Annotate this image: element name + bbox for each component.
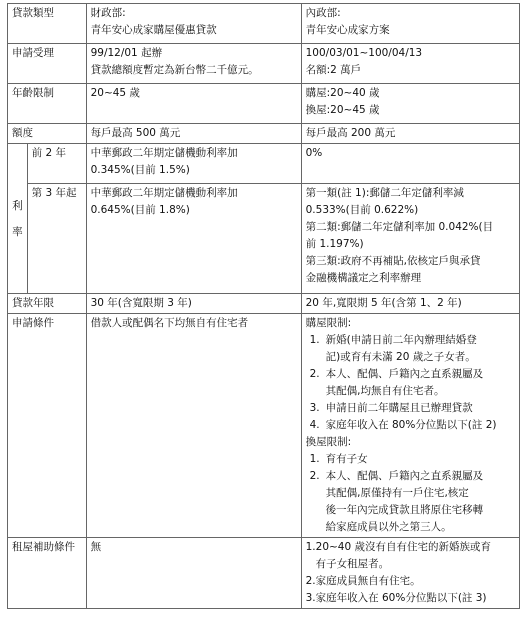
moi-rate-from3-cell [301, 184, 519, 294]
moi-rate-first2-cell [301, 144, 519, 184]
label-text: 年齡限制 [12, 87, 54, 99]
label-conditions [8, 314, 87, 538]
list-item [306, 417, 515, 434]
mof-conditions-value: 借款人或配偶名下均無自有住宅者 [90, 317, 249, 329]
list-item-line: 新婚(申請日前二年內辦理結婚登 [325, 334, 477, 346]
moi-rate-first2-value: 0% [305, 147, 323, 159]
moi-rate-from3-line: 第一類(註 1):郵儲二年定儲利率減 [305, 187, 464, 199]
swap-limit-header: 換屋限制: [305, 436, 352, 448]
mof-term-value: 30 年(含寬限期 3 年) [90, 297, 192, 309]
list-item-number: 2. [309, 470, 320, 482]
mof-quota-value: 每戶最高 500 萬元 [90, 127, 181, 139]
row-loan-term [8, 294, 520, 314]
row-quota [8, 124, 520, 144]
mof-header-line1: 財政部: [90, 7, 126, 19]
list-item-line: 給家庭成員以外之第三人。 [325, 521, 452, 533]
label-text: 貸款年限 [12, 297, 54, 309]
comparison-table-wrapper [7, 3, 520, 609]
mof-term-cell [86, 294, 301, 314]
moi-header-cell [301, 4, 519, 44]
moi-rate-from3-line: 第二類:郵儲二年定儲利率加 0.042%(目 [305, 221, 494, 233]
label-text: 申請受理 [12, 47, 54, 59]
list-item [306, 468, 515, 536]
list-item-line: 本人、配偶、戶籍內之直系親屬及 [325, 470, 484, 482]
row-application [8, 44, 520, 84]
list-item-line: 本人、配偶、戶籍內之直系親屬及 [325, 368, 484, 380]
label-rate-from3 [27, 184, 86, 294]
label-rent-subsidy [8, 538, 87, 609]
mof-header-cell [86, 4, 301, 44]
mof-rate-first2-cell [86, 144, 301, 184]
label-text: 前 2 年 [31, 147, 66, 159]
row-conditions [8, 314, 520, 538]
mof-application-line2: 貸款總額度暫定為新台幣二千億元。 [90, 64, 259, 76]
mof-age-value: 20~45 歲 [90, 87, 140, 99]
label-loan-type [8, 4, 87, 44]
row-age-limit [8, 84, 520, 124]
moi-quota-cell [301, 124, 519, 144]
rent-item-line: 有子女租屋者。 [315, 558, 390, 570]
rent-item-line: 1.20~40 歲沒有自有住宅的新婚族或育 [305, 541, 491, 553]
label-text: 第 3 年起 [31, 187, 77, 199]
row-rate-first2 [8, 144, 520, 184]
list-item [306, 400, 515, 417]
list-item-line: 申請日前二年購屋且已辦理貸款 [325, 402, 473, 414]
label-loan-term [8, 294, 87, 314]
mof-rate-from3-line1: 中華郵政二年期定儲機動利率加 [90, 187, 238, 199]
list-item-line: 家庭年收入在 80%分位點以下(註 2) [325, 419, 497, 431]
mof-header-line2: 青年安心成家購屋優惠貸款 [90, 24, 217, 36]
list-item [306, 366, 515, 400]
row-rate-from3 [8, 184, 520, 294]
list-item-line: 後一年內完成貸款且將原住宅移轉 [325, 504, 484, 516]
moi-header-line1: 內政部: [305, 7, 341, 19]
mof-rent-value: 無 [90, 541, 102, 553]
label-quota [8, 124, 87, 144]
moi-rate-from3-line: 前 1.197%) [305, 238, 364, 250]
moi-rate-from3-line: 第三類:政府不再補貼,依核定戶與承貸 [305, 255, 481, 267]
mof-age-cell [86, 84, 301, 124]
row-loan-type [8, 4, 520, 44]
mof-quota-cell [86, 124, 301, 144]
rent-item-line: 3.家庭年收入在 60%分位點以下(註 3) [305, 592, 487, 604]
moi-age-line2: 換屋:20~45 歲 [305, 104, 380, 116]
purchase-limit-header: 購屋限制: [305, 317, 352, 329]
moi-rate-from3-line: 0.533%(目前 0.622%) [305, 204, 419, 216]
moi-application-line1: 100/03/01~100/04/13 [305, 47, 423, 59]
moi-term-cell [301, 294, 519, 314]
moi-conditions-cell [301, 314, 519, 538]
row-rent-subsidy [8, 538, 520, 609]
list-item-line: 記)或育有未滿 20 歲之子女者。 [325, 351, 476, 363]
list-item-number: 3. [309, 402, 320, 414]
purchase-limit-list [306, 332, 515, 434]
mof-rent-cell [86, 538, 301, 609]
swap-limit-list [306, 451, 515, 536]
list-item-line: 育有子女 [325, 453, 368, 465]
loan-comparison-table [7, 3, 520, 609]
list-item-number: 1. [309, 453, 320, 465]
moi-age-line1: 購屋:20~40 歲 [305, 87, 380, 99]
moi-age-cell [301, 84, 519, 124]
moi-term-value: 20 年,寬限期 5 年(含第 1、2 年) [305, 297, 462, 309]
mof-rate-first2-line2: 0.345%(目前 1.5%) [90, 164, 190, 176]
list-item-line: 其配偶,均無自有住宅者。 [325, 385, 445, 397]
label-text: 申請條件 [12, 317, 54, 329]
moi-rent-cell [301, 538, 519, 609]
label-text: 額度 [12, 127, 33, 139]
moi-rate-from3-line: 金融機構議定之利率辦理 [305, 272, 422, 284]
label-application [8, 44, 87, 84]
mof-conditions-cell [86, 314, 301, 538]
moi-quota-value: 每戶最高 200 萬元 [305, 127, 396, 139]
moi-application-cell [301, 44, 519, 84]
rate-label-char1: 利 [12, 199, 23, 212]
moi-application-line2: 名額:2 萬戶 [305, 64, 362, 76]
mof-application-cell [86, 44, 301, 84]
mof-rate-first2-line1: 中華郵政二年期定儲機動利率加 [90, 147, 238, 159]
list-item-line: 其配偶,原僅持有一戶住宅,核定 [325, 487, 469, 499]
list-item-number: 4. [309, 419, 320, 431]
label-rate [8, 144, 28, 294]
mof-rate-from3-cell [86, 184, 301, 294]
label-text: 貸款類型 [12, 7, 54, 19]
rate-label-char2: 率 [12, 225, 23, 238]
mof-application-line1: 99/12/01 起辦 [90, 47, 163, 59]
list-item-number: 2. [309, 368, 320, 380]
list-item [306, 451, 515, 468]
label-age-limit [8, 84, 87, 124]
moi-header-line2: 青年安心成家方案 [305, 24, 390, 36]
rent-item-line: 2.家庭成員無自有住宅。 [305, 575, 421, 587]
label-rate-first2 [27, 144, 86, 184]
mof-rate-from3-line2: 0.645%(目前 1.8%) [90, 204, 190, 216]
list-item-number: 1. [309, 334, 320, 346]
label-text: 租屋補助條件 [12, 541, 75, 553]
list-item [306, 332, 515, 366]
